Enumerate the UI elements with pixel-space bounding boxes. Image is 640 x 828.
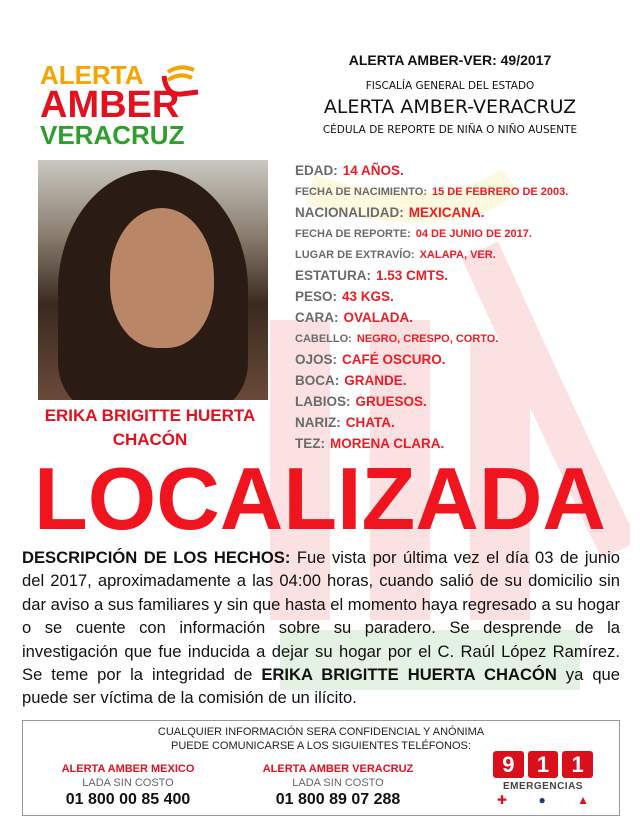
- contact-subtitle: LADA SIN COSTO: [82, 777, 174, 789]
- detail-row: [295, 160, 630, 181]
- detail-label: EDAD:: [295, 163, 338, 178]
- detail-row: [295, 286, 630, 307]
- detail-row: [295, 391, 630, 412]
- localizada-stamp: LOCALIZADA: [34, 449, 606, 548]
- detail-value: GRUESOS.: [355, 394, 427, 409]
- contact-amber-mexico: [33, 763, 223, 809]
- alert-number: ALERTA AMBER-VER: 49/2017: [348, 52, 552, 68]
- person-details: [295, 160, 630, 454]
- detail-value: XALAPA, VER.: [419, 248, 496, 261]
- detail-row: [295, 349, 630, 370]
- detail-label: CARA:: [295, 310, 339, 325]
- description-text: Fue vista por última vez el día 03 de junio del 2017, aproximadamente a las 04:00 horas, cuando salió de su domicilio sin dar aviso a sus familiares y sin que hasta el momento haya regresado a su hogar o se cuente con información sobre su paradero. Se desprende de la investigación que fue inducida a dejar su hogar por el C. Raúl López Ramírez. Se teme por la integridad de: [22, 548, 620, 685]
- page-subtitle: CÉDULA DE REPORTE DE NIÑA O NIÑO AUSENTE: [322, 124, 578, 136]
- emergency-label: EMERGENCIAS: [503, 781, 583, 792]
- person-name: ERIKA BRIGITTE HUERTA CHACÓN: [44, 406, 256, 449]
- detail-label: NACIONALIDAD:: [295, 205, 404, 220]
- detail-value: 43 KGS.: [342, 289, 394, 304]
- detail-row: [295, 244, 630, 265]
- contact-title: ALERTA AMBER VERACRUZ: [262, 763, 414, 775]
- contact-subtitle: LADA SIN COSTO: [292, 777, 384, 789]
- logo-line-3: VERACRUZ: [40, 120, 185, 150]
- detail-value: 14 AÑOS.: [342, 163, 404, 178]
- description: [22, 546, 620, 710]
- emergency-911-logo: [493, 751, 593, 807]
- detail-label: PESO:: [295, 289, 338, 304]
- detail-row: [295, 412, 630, 433]
- digit: 9: [493, 751, 524, 778]
- description-text-end: ya que puede ser víctima de la comisión de un ilícito.: [22, 665, 620, 708]
- detail-label: TEZ:: [295, 436, 325, 451]
- detail-label: LABIOS:: [295, 394, 351, 409]
- contact-box: [22, 720, 620, 816]
- detail-value: 1.53 CMTS.: [376, 268, 449, 283]
- detail-label: OJOS:: [295, 352, 338, 367]
- detail-row: [295, 265, 630, 286]
- agency: FISCALÍA GENERAL DEL ESTADO: [365, 80, 535, 92]
- logo-line-2: AMBER: [40, 84, 180, 126]
- contact-title: ALERTA AMBER MEXICO: [61, 763, 195, 775]
- detail-row: [295, 307, 630, 328]
- digit: 1: [562, 751, 593, 778]
- detail-value: 15 DE FEBRERO DE 2003.: [432, 185, 569, 198]
- contact-phone[interactable]: 01 800 00 85 400: [65, 791, 191, 808]
- detail-value: 04 DE JUNIO DE 2017.: [415, 227, 532, 240]
- signal-waves-icon: [160, 62, 200, 102]
- detail-value: CAFÉ OSCURO.: [342, 352, 446, 367]
- detail-value: MEXICANA.: [408, 205, 485, 220]
- detail-value: GRANDE.: [344, 373, 407, 388]
- detail-label: BOCA:: [295, 373, 340, 388]
- detail-label: FECHA DE REPORTE:: [295, 227, 411, 240]
- detail-label: CABELLO:: [295, 332, 352, 345]
- description-label: DESCRIPCIÓN DE LOS HECHOS:: [22, 548, 291, 567]
- contact-amber-veracruz: [238, 763, 438, 809]
- detail-value: MORENA CLARA.: [330, 436, 445, 451]
- detail-row: [295, 202, 630, 223]
- page-title: ALERTA AMBER-VERACRUZ: [323, 96, 577, 118]
- detail-label: NARIZ:: [295, 415, 341, 430]
- detail-row: [295, 370, 630, 391]
- description-name: ERIKA BRIGITTE HUERTA CHACÓN: [261, 665, 557, 685]
- detail-row: [295, 223, 630, 244]
- firefighter-icon: ▲: [577, 793, 589, 807]
- digit: 1: [528, 751, 559, 778]
- detail-value: CHATA.: [345, 415, 395, 430]
- detail-label: ESTATURA:: [295, 268, 371, 283]
- detail-value: OVALADA.: [343, 310, 413, 325]
- detail-label: FECHA DE NACIMIENTO:: [295, 185, 427, 198]
- red-cross-icon: ✚: [497, 793, 508, 807]
- confidential-note: CUALQUIER INFORMACIÓN SERA CONFIDENCIAL Y ANÓNIMA: [157, 726, 485, 738]
- logo-line-1: ALERTA: [40, 60, 144, 90]
- detail-value: NEGRO, CRESPO, CORTO.: [356, 332, 499, 345]
- detail-row: [295, 328, 630, 349]
- contact-phone[interactable]: 01 800 89 07 288: [275, 791, 401, 808]
- person-photo: [38, 160, 268, 400]
- contact-note: PUEDE COMUNICARSE A LOS SIGUIENTES TELÉFONOS:: [171, 740, 471, 752]
- police-cap-icon: ●: [538, 793, 546, 807]
- detail-row: [295, 181, 630, 202]
- detail-label: LUGAR DE EXTRAVÍO:: [295, 248, 415, 261]
